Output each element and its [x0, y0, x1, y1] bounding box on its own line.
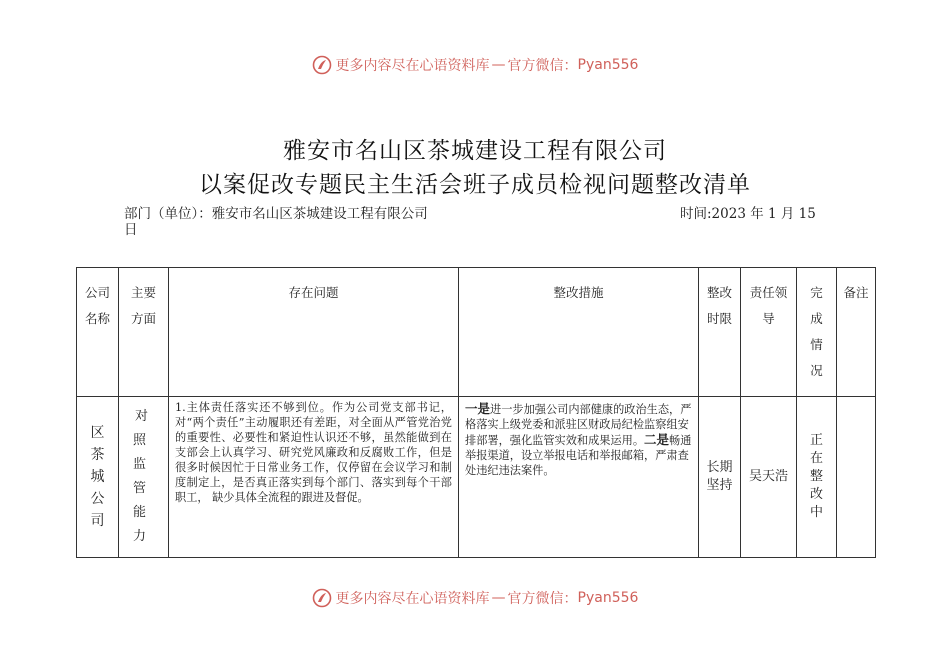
table-row — [77, 397, 876, 558]
header-aspect-line1: 主要 — [130, 285, 156, 300]
header-remarks-text: 备注 — [843, 285, 869, 300]
cell-remarks — [837, 397, 876, 558]
deadline-text: 长期坚持 — [706, 460, 733, 493]
cell-status — [797, 397, 837, 558]
watermark-text-a: 更多内容尽在心语资料库 — [335, 591, 490, 607]
header-measures — [459, 268, 699, 397]
table-header-row — [77, 268, 876, 397]
watermark-text-b: 官方微信： — [507, 591, 578, 607]
cell-aspect — [119, 397, 169, 558]
date-label: 时间:2023 年 1 月 15 — [680, 206, 816, 222]
status-text: 正在整改中 — [809, 433, 823, 520]
header-problem-text: 存在问题 — [288, 285, 339, 300]
header-company — [77, 268, 119, 397]
cell-company — [77, 397, 119, 558]
header-leader-line1: 责任领 — [749, 285, 788, 300]
document-title-line1: 雅安市名山区茶城建设工程有限公司 — [283, 138, 667, 164]
aspect-text: 对照监管能力 — [132, 409, 156, 544]
header-problem — [169, 268, 459, 397]
header-status-char1: 完 — [810, 285, 823, 300]
watermark-account: Pyan556 — [577, 590, 639, 606]
measure-2-lead: 二是 — [644, 432, 670, 447]
cell-problem — [169, 397, 459, 558]
header-status-char2: 成 — [810, 311, 823, 326]
watermark-separator: — — [491, 57, 506, 73]
brush-logo-icon — [312, 55, 332, 75]
measure-1-text: 进一步加强公司内部健康的政治生态，严格落实上级党委和派驻区财政局纪检监察组安排部署，强化监管实效和成果运用。 — [465, 403, 692, 447]
header-remarks — [837, 268, 876, 397]
header-status-char4: 况 — [810, 363, 823, 378]
header-leader — [741, 268, 797, 397]
header-status — [797, 268, 837, 397]
watermark-text-b: 官方微信： — [507, 58, 578, 74]
cell-measures — [459, 397, 699, 558]
department-label: 部门（单位）：雅安市名山区茶城建设工程有限公司 — [124, 206, 428, 222]
watermark-bottom — [0, 585, 950, 611]
problem-text: 1.主体责任落实还不够到位。作为公司党支部书记，对“两个责任”主动履职还有差距，对全面从严管党治党的重要性、必要性和紧迫性认识还不够，虽然能做到在支部会上认真学习、研究党风廉政和反腐败工作，但是很多时候因忙于日常业务工作，仅停留在会议学习和制度制定上，是否真正落实到每个部门、落实到每个干部职工， 缺少具体全流程的跟进及督促。 — [175, 401, 452, 504]
header-aspect-line2: 方面 — [130, 311, 156, 326]
header-company-line2: 名称 — [84, 311, 110, 326]
header-deadline-line2: 时限 — [706, 311, 732, 326]
header-aspect — [119, 268, 169, 397]
header-status-char3: 情 — [810, 337, 823, 352]
watermark-account: Pyan556 — [577, 57, 639, 73]
header-leader-line2: 导 — [762, 311, 775, 326]
date-wrap: 日 — [124, 222, 138, 238]
watermark-text-a: 更多内容尽在心语资料库 — [335, 58, 490, 74]
measure-2-text: 畅通举报渠道，设立举报电话和举报邮箱，严肃查处违纪违法案件。 — [465, 434, 692, 477]
header-company-line1: 公司 — [84, 285, 110, 300]
brush-logo-icon — [312, 588, 332, 608]
measures-text — [459, 397, 698, 482]
document-title-line2: 以案促改专题民主生活会班子成员检视问题整改清单 — [199, 172, 751, 198]
watermark-separator: — — [491, 590, 506, 606]
leader-name: 吴天浩 — [748, 469, 788, 484]
watermark-top — [0, 52, 950, 78]
cell-leader — [741, 397, 797, 558]
company-name: 区茶城公司 — [90, 425, 105, 529]
measure-1-lead: 一是 — [465, 401, 491, 416]
header-deadline — [699, 268, 741, 397]
rectification-table — [76, 267, 876, 558]
cell-deadline — [699, 397, 741, 558]
header-deadline-line1: 整改 — [706, 285, 732, 300]
header-measures-text: 整改措施 — [553, 285, 604, 300]
